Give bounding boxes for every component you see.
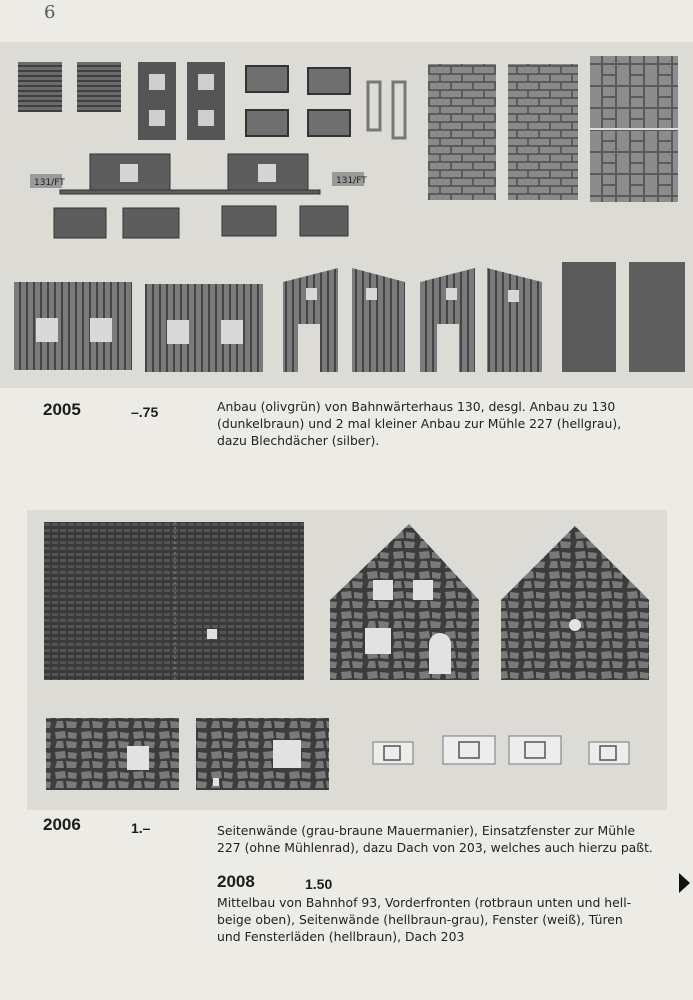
sprue-label: 131/FT — [336, 176, 367, 186]
item-price: 1.– — [131, 820, 151, 836]
product-photo-2005 — [0, 42, 693, 388]
item-number: 2006 — [43, 815, 81, 834]
item-number: 2008 — [217, 872, 255, 891]
triangle-right-icon — [679, 873, 690, 893]
item-description: Seitenwände (grau-braune Mauermanier), Einsatzfenster zur Mühle 227 (ohne Mühlenrad), dazu Dach von 203, welches auch hierzu paßt. — [217, 823, 653, 855]
item-price: 1.50 — [305, 876, 333, 892]
item-description: Anbau (olivgrün) von Bahnwärterhaus 130, desgl. Anbau zu 130 (dunkelbraun) und 2 mal kleiner Anbau zur Mühle 227 (hellgrau), dazu Blechdächer (silber). — [217, 399, 622, 448]
item-price: –.75 — [131, 404, 159, 420]
sprue-label: 131/FT — [34, 178, 65, 188]
page-number: 6 — [44, 2, 56, 23]
item-number: 2005 — [43, 400, 81, 419]
product-photo-2006 — [27, 510, 667, 810]
item-description: Mittelbau von Bahnhof 93, Vorderfronten (rotbraun unten und hell- beige oben), Seitenwände (hellbraun-grau), Fenster (weiß), Türen und Fensterläden (hellbraun), Dach 203 — [217, 895, 632, 944]
